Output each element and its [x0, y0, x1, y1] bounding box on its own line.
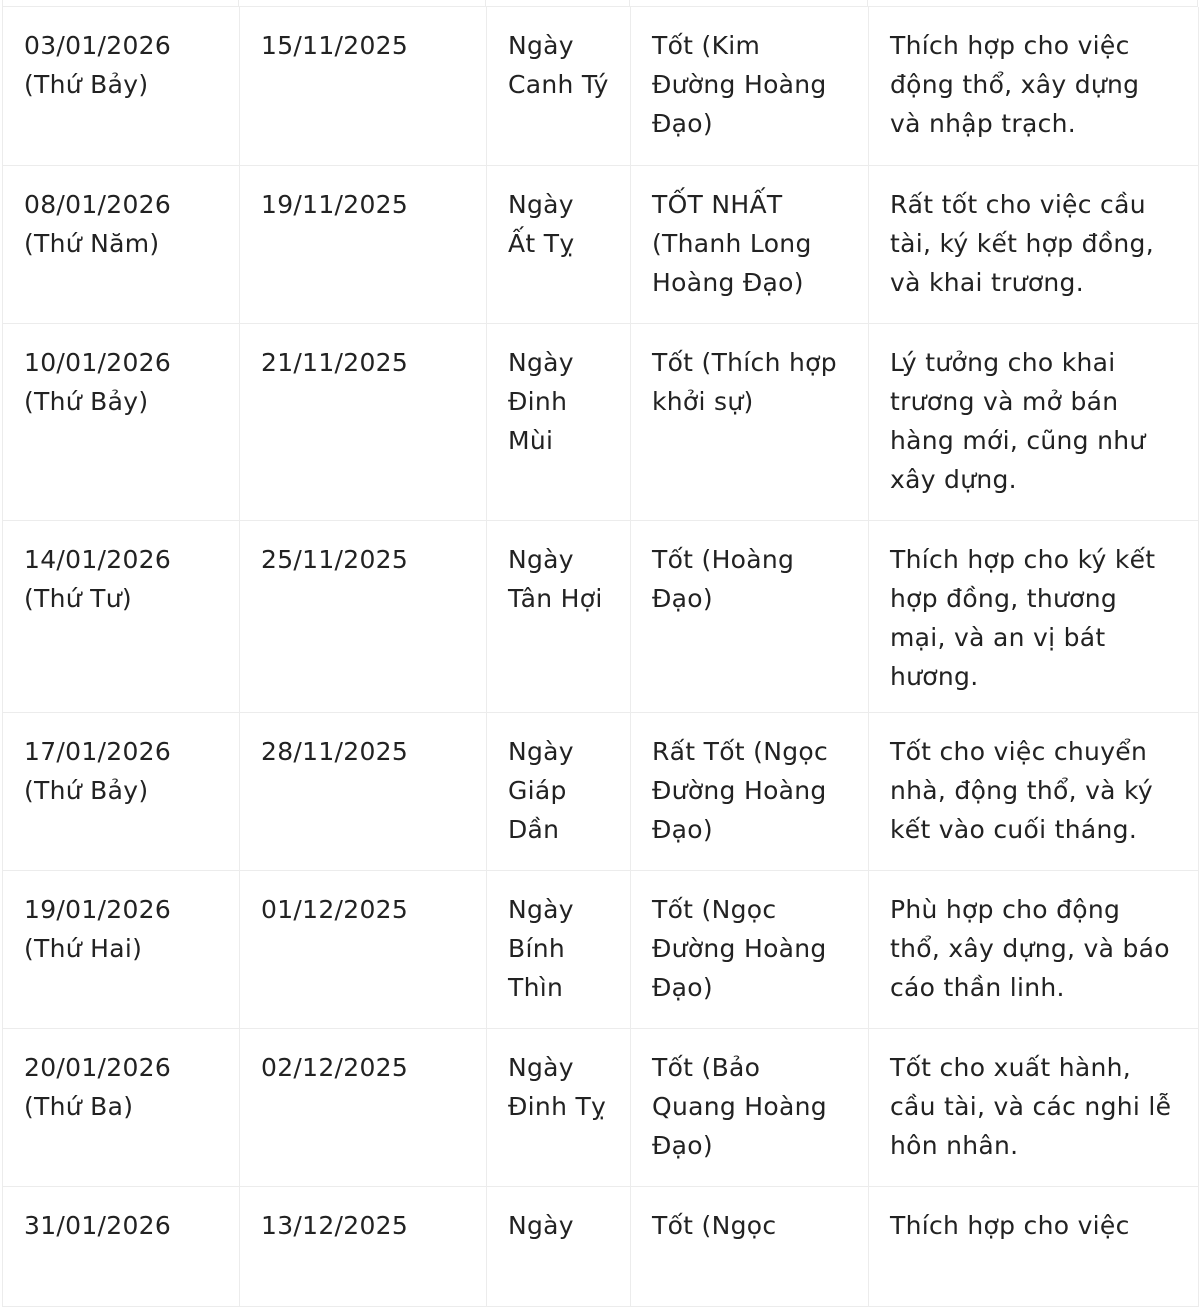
- lunar-date-cell: [240, 1028, 487, 1186]
- solar-date-cell: [3, 712, 240, 870]
- rating-text: Tốt (Thích hợp khởi sự): [652, 347, 837, 416]
- rating-text: TỐT NHẤT (Thanh Long Hoàng Đạo): [652, 189, 812, 297]
- solar-date-cell: [3, 1028, 240, 1186]
- day-name-text: Ngày Tân Hợi: [508, 544, 603, 613]
- day-name-text: Ngày Bính Thìn: [508, 894, 574, 1002]
- table-row: [3, 520, 1199, 712]
- note-text: Thích hợp cho việc động thổ, xây dựng và nhập trạch.: [890, 31, 1140, 138]
- table-body: [3, 7, 1199, 1306]
- solar-date-weekday: (Thứ Bảy): [24, 775, 149, 805]
- table-top-edge: [2, 0, 1198, 7]
- day-name-cell: [487, 870, 631, 1028]
- lunar-date-text: 19/11/2025: [261, 189, 409, 219]
- rating-text: Tốt (Ngọc Đường Hoàng Đạo): [652, 894, 827, 1002]
- table-row: [3, 323, 1199, 520]
- solar-date-weekday: (Thứ Năm): [24, 228, 160, 258]
- day-name-text: Ngày Đinh Mùi: [508, 347, 574, 455]
- solar-date-weekday: (Thứ Hai): [24, 933, 143, 963]
- rating-cell: [631, 7, 869, 165]
- solar-date-cell: [3, 165, 240, 323]
- solar-date-text: 14/01/2026: [24, 544, 172, 574]
- note-text: Thích hợp cho ký kết hợp đồng, thương mại, và an vị bát hương.: [890, 544, 1156, 691]
- solar-date-weekday: (Thứ Tư): [24, 583, 132, 613]
- lunar-date-cell: [240, 520, 487, 712]
- note-cell: [869, 165, 1199, 323]
- rating-text: Tốt (Bảo Quang Hoàng Đạo): [652, 1052, 827, 1160]
- solar-date-text: 31/01/2026: [24, 1210, 172, 1240]
- lunar-date-cell: [240, 165, 487, 323]
- rating-text: Tốt (Ngọc: [652, 1210, 777, 1240]
- day-name-text: Ngày Đinh Tỵ: [508, 1052, 607, 1121]
- note-cell: [869, 7, 1199, 165]
- auspicious-days-table: [2, 7, 1199, 1307]
- solar-date-text: 17/01/2026: [24, 736, 172, 766]
- rating-cell: [631, 870, 869, 1028]
- auspicious-days-table-container: [2, 7, 1198, 1307]
- lunar-date-text: 01/12/2025: [261, 894, 409, 924]
- rating-cell: [631, 712, 869, 870]
- rating-cell: [631, 520, 869, 712]
- note-cell: [869, 1186, 1199, 1306]
- note-text: Rất tốt cho việc cầu tài, ký kết hợp đồng, và khai trương.: [890, 189, 1154, 297]
- lunar-date-cell: [240, 323, 487, 520]
- solar-date-text: 03/01/2026: [24, 31, 172, 60]
- day-name-cell: [487, 712, 631, 870]
- day-name-cell: [487, 323, 631, 520]
- day-name-cell: [487, 520, 631, 712]
- solar-date-cell: [3, 7, 240, 165]
- table-row: [3, 165, 1199, 323]
- lunar-date-text: 21/11/2025: [261, 347, 409, 377]
- table-row: [3, 1028, 1199, 1186]
- note-cell: [869, 1028, 1199, 1186]
- note-cell: [869, 712, 1199, 870]
- solar-date-cell: [3, 520, 240, 712]
- note-text: Lý tưởng cho khai trương và mở bán hàng mới, cũng như xây dựng.: [890, 347, 1146, 494]
- note-text: Tốt cho việc chuyển nhà, động thổ, và ký kết vào cuối tháng.: [890, 736, 1154, 844]
- solar-date-weekday: (Thứ Bảy): [24, 70, 149, 99]
- day-name-cell: [487, 165, 631, 323]
- solar-date-text: 20/01/2026: [24, 1052, 172, 1082]
- lunar-date-text: 28/11/2025: [261, 736, 409, 766]
- rating-text: Tốt (Hoàng Đạo): [652, 544, 795, 613]
- day-name-cell: [487, 7, 631, 165]
- solar-date-cell: [3, 870, 240, 1028]
- solar-date-weekday: (Thứ Bảy): [24, 386, 149, 416]
- solar-date-text: 19/01/2026: [24, 894, 172, 924]
- solar-date-text: 10/01/2026: [24, 347, 172, 377]
- solar-date-cell: [3, 1186, 240, 1306]
- rating-cell: [631, 323, 869, 520]
- note-cell: [869, 323, 1199, 520]
- day-name-text: Ngày Ất Tỵ: [508, 189, 575, 258]
- table-row: [3, 870, 1199, 1028]
- rating-cell: [631, 1186, 869, 1306]
- note-text: Thích hợp cho việc: [890, 1210, 1130, 1240]
- lunar-date-cell: [240, 1186, 487, 1306]
- lunar-date-cell: [240, 870, 487, 1028]
- rating-cell: [631, 165, 869, 323]
- lunar-date-text: 15/11/2025: [261, 31, 409, 60]
- day-name-text: Ngày: [508, 1210, 574, 1240]
- note-text: Phù hợp cho động thổ, xây dựng, và báo cáo thần linh.: [890, 894, 1170, 1002]
- rating-text: Rất Tốt (Ngọc Đường Hoàng Đạo): [652, 736, 829, 844]
- note-cell: [869, 520, 1199, 712]
- table-row: [3, 712, 1199, 870]
- lunar-date-cell: [240, 7, 487, 165]
- lunar-date-cell: [240, 712, 487, 870]
- note-cell: [869, 870, 1199, 1028]
- day-name-cell: [487, 1028, 631, 1186]
- lunar-date-text: 13/12/2025: [261, 1210, 409, 1240]
- day-name-text: Ngày Giáp Dần: [508, 736, 574, 844]
- table-row: [3, 7, 1199, 165]
- lunar-date-text: 02/12/2025: [261, 1052, 409, 1082]
- lunar-date-text: 25/11/2025: [261, 544, 409, 574]
- note-text: Tốt cho xuất hành, cầu tài, và các nghi lễ hôn nhân.: [890, 1052, 1172, 1160]
- solar-date-text: 08/01/2026: [24, 189, 172, 219]
- rating-text: Tốt (Kim Đường Hoàng Đạo): [652, 31, 827, 138]
- solar-date-cell: [3, 323, 240, 520]
- day-name-text: Ngày Canh Tý: [508, 31, 609, 99]
- solar-date-weekday: (Thứ Ba): [24, 1091, 134, 1121]
- day-name-cell: [487, 1186, 631, 1306]
- rating-cell: [631, 1028, 869, 1186]
- table-row: [3, 1186, 1199, 1306]
